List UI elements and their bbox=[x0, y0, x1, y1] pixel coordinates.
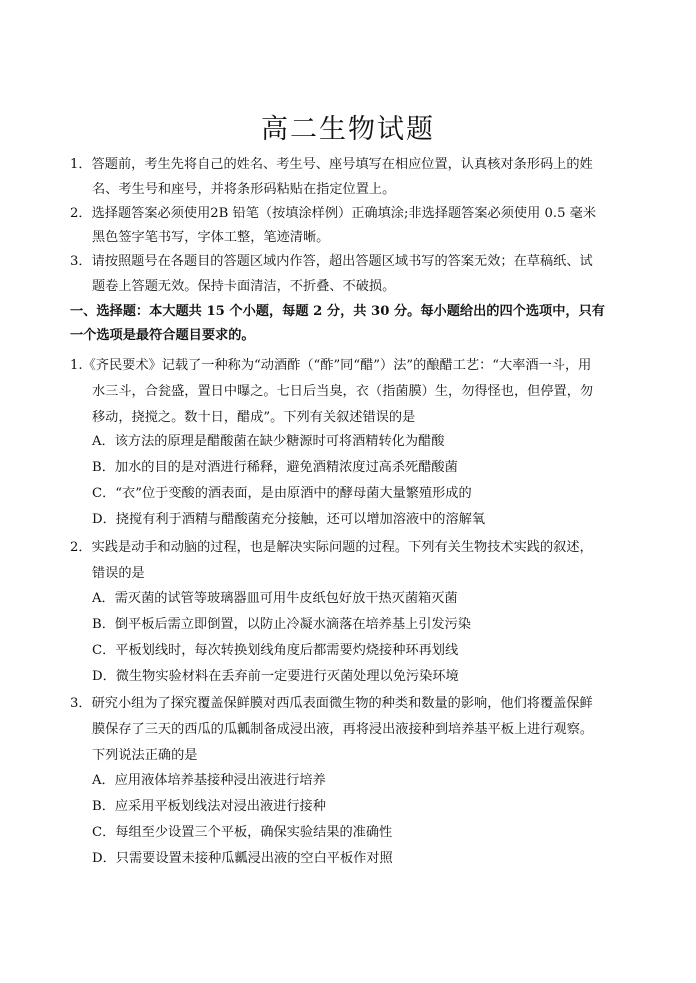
question-2-option-c: C．平板划线时，每次转换划线角度后都需要灼烧接种环再划线 bbox=[92, 643, 459, 658]
instruction-2-line-2: 黑色签字笔书写，字体工整，笔迹清晰。 bbox=[92, 230, 330, 245]
page-title: 高二生物试题 bbox=[261, 114, 435, 145]
instruction-3-line-1: 3．请按照题号在各题目的答题区域内作答，超出答题区域书写的答案无效；在草稿纸、试 bbox=[70, 254, 593, 269]
question-3-option-b: B．应采用平板划线法对浸出液进行接种 bbox=[92, 799, 326, 814]
question-3-option-d: D．只需要设置未接种瓜瓤浸出液的空白平板作对照 bbox=[92, 851, 393, 866]
question-2-stem-line-1: 2．实践是动手和动脑的过程，也是解决实际问题的过程。下列有关生物技术实践的叙述， bbox=[70, 540, 593, 555]
question-1-option-b: B．加水的目的是对酒进行稀释，避免酒精浓度过高杀死醋酸菌 bbox=[92, 460, 458, 475]
section-header-line-2: 一个选项是最符合题目要求的。 bbox=[70, 328, 255, 343]
question-3-stem-line-1: 3．研究小组为了探究覆盖保鲜膜对西瓜表面微生物的种类和数量的影响，他们将覆盖保鲜 bbox=[70, 696, 593, 711]
question-2-stem-line-2: 错误的是 bbox=[92, 566, 145, 581]
question-1-stem-line-2: 水三斗，合瓮盛，置日中曝之。七日后当臭，衣（指菌膜）生，勿得怪也，但停置，勿 bbox=[92, 384, 594, 399]
question-3-option-a: A．应用液体培养基接种浸出液进行培养 bbox=[92, 773, 326, 788]
question-1-stem-line-3: 移动，挠搅之。数十日，醋成”。下列有关叙述错误的是 bbox=[92, 410, 416, 425]
instruction-1-line-2: 名、考生号和座号，并将条形码粘贴在指定位置上。 bbox=[92, 182, 396, 197]
question-1-option-c: C．“衣”位于变酸的酒表面，是由原酒中的酵母菌大量繁殖形成的 bbox=[92, 486, 472, 501]
question-1-option-a: A．该方法的原理是醋酸菌在缺少糖源时可将酒精转化为醋酸 bbox=[92, 434, 445, 449]
instruction-1-line-1: 1．答题前，考生先将自己的姓名、考生号、座号填写在相应位置，认真核对条形码上的姓 bbox=[70, 157, 593, 172]
instruction-2-line-1: 2．选择题答案必须使用2B 铅笔（按填涂样例）正确填涂;非选择题答案必须使用 0.5 毫米 bbox=[70, 206, 597, 221]
question-2-option-d: D．微生物实验材料在丢弃前一定要进行灭菌处理以免污染环境 bbox=[92, 669, 459, 684]
question-3-option-c: C．每组至少设置三个平板，确保实验结果的准确性 bbox=[92, 825, 393, 840]
question-2-option-a: A．需灭菌的试管等玻璃器皿可用牛皮纸包好放干热灭菌箱灭菌 bbox=[92, 591, 458, 606]
question-2-option-b: B．倒平板后需立即倒置，以防止冷凝水滴落在培养基上引发污染 bbox=[92, 617, 471, 632]
question-1-stem-line-1: 1.《齐民要术》记载了一种称为“动酒酢（“酢”同“醋”）法”的酿醋工艺：“大率酒一斗，用 bbox=[70, 358, 592, 373]
question-3-stem-line-2: 膜保存了三天的西瓜的瓜瓤制备成浸出液，再将浸出液接种到培养基平板上进行观察。 bbox=[92, 722, 594, 737]
question-1-option-d: D．挠搅有利于酒精与醋酸菌充分接触，还可以增加溶液中的溶解氧 bbox=[92, 512, 486, 527]
section-header-line-1: 一、选择题：本大题共 15 个小题，每题 2 分，共 30 分。每小题给出的四个选项中，只有 bbox=[70, 304, 605, 319]
question-3-stem-line-3: 下列说法正确的是 bbox=[92, 748, 198, 763]
instruction-3-line-2: 题卷上答题无效。保持卡面清洁，不折叠、不破损。 bbox=[92, 279, 396, 294]
